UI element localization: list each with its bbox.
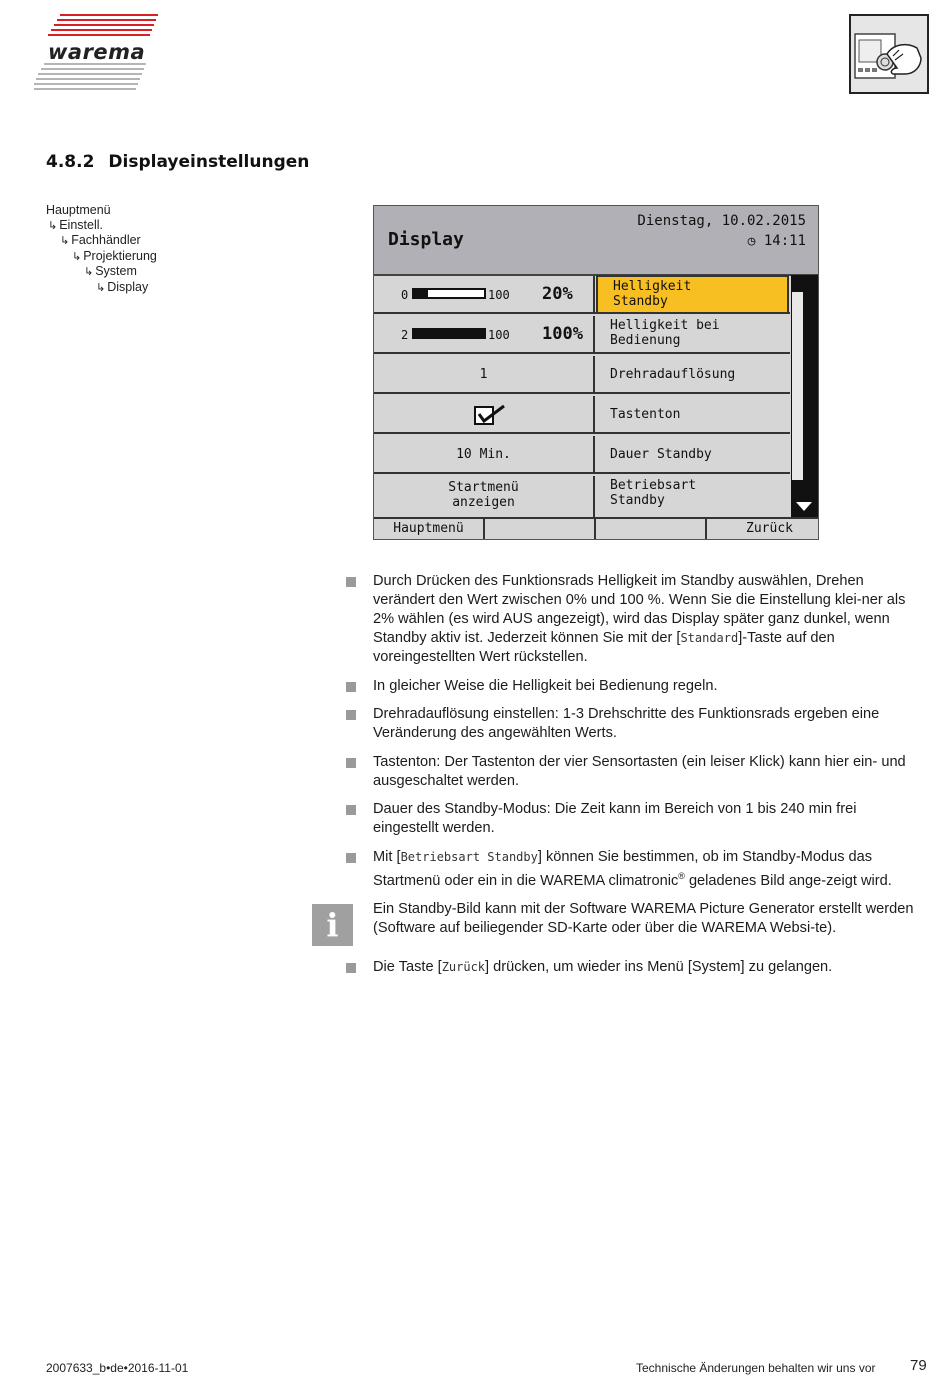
menu-path	[46, 203, 157, 295]
menu-path-item: ↳ System	[84, 264, 137, 278]
menu-row-dauer-standby[interactable]	[374, 436, 790, 474]
menu-label: Betriebsart Standby	[610, 478, 697, 508]
key-label: Betriebsart Standby	[400, 849, 538, 864]
logo-wordmark: warema	[48, 40, 146, 64]
value-cell	[374, 276, 595, 314]
brightness-bar-fill	[414, 290, 428, 297]
list-item: In gleicher Weise die Helligkeit bei Bedienung regeln.	[346, 677, 918, 696]
menu-row-tastenton[interactable]	[374, 396, 790, 434]
value-cell	[374, 396, 595, 434]
row-value: Startmenü anzeigen	[448, 480, 519, 510]
menu-row-betriebsart-standby[interactable]	[374, 476, 790, 517]
value-cell	[374, 356, 595, 394]
menu-label: Drehradauflösung	[610, 367, 736, 382]
brightness-bar-fill	[414, 330, 484, 337]
list-item: Dauer des Standby-Modus: Die Zeit kann im Bereich von 1 bis 240 min frei eingestellt werden.	[346, 800, 918, 838]
sub-arrow-icon: ↳	[60, 235, 70, 247]
display-header	[374, 206, 818, 276]
bar-min: 0	[401, 288, 409, 302]
empty-softkey[interactable]	[485, 519, 596, 539]
list-item: Mit [Betriebsart Standby] können Sie bestimmen, ob im Standby-Modus das Startmenü oder ein in die WAREMA climatronic® geladenes Bild ange-zeigt wird.	[346, 848, 918, 891]
menu-label: Tastenton	[610, 407, 681, 422]
bullet-square-icon	[346, 710, 356, 720]
warema-logo	[34, 12, 164, 94]
value-cell	[374, 316, 595, 354]
list-item: Tastenton: Der Tastenton der vier Sensortasten (ein leiser Klick) kann hier ein- und ausgeschaltet werden.	[346, 753, 918, 791]
sub-arrow-icon: ↳	[84, 266, 94, 278]
hauptmenue-button[interactable]: Hauptmenü	[374, 519, 485, 539]
scrollbar-thumb[interactable]	[792, 292, 803, 480]
sub-arrow-icon: ↳	[72, 250, 82, 263]
info-note: i Ein Standby-Bild kann mit der Software WAREMA Picture Generator erstellt werden (Software auf beiliegender SD-Karte oder über die WAREMA Websi-te).	[346, 900, 918, 938]
clock-icon: ◷	[747, 234, 756, 249]
control-unit-hand-icon	[849, 14, 929, 94]
brightness-bar	[412, 328, 486, 339]
value-cell	[374, 476, 595, 517]
menu-label: Dauer Standby	[610, 447, 712, 462]
list-item: Drehradauflösung einstellen: 1-3 Drehschritte des Funktionsrads ergeben eine Veränderung des angewählten Werts.	[346, 705, 918, 743]
checkbox-checked-icon[interactable]	[474, 404, 508, 426]
bullet-square-icon	[346, 963, 356, 973]
info-icon: i	[312, 904, 353, 946]
menu-path-item: Hauptmenü	[46, 203, 111, 217]
bullet-square-icon	[346, 577, 356, 587]
sub-arrow-icon: ↳	[48, 219, 58, 232]
section-number: 4.8.2	[46, 152, 95, 172]
menu-path-item: ↳ Einstell.	[48, 217, 103, 232]
brightness-percent: 100%	[542, 324, 583, 344]
bullet-square-icon	[346, 805, 356, 815]
empty-softkey[interactable]	[596, 519, 707, 539]
menu-row-helligkeit-standby[interactable]	[374, 276, 790, 314]
row-value: 1	[479, 367, 488, 382]
key-label: Zurück	[441, 959, 486, 974]
key-label: Standard	[680, 631, 739, 645]
menu-path-item: ↳ Display	[96, 279, 149, 294]
page-number: 79	[910, 1357, 927, 1374]
display-time: 14:11	[763, 233, 806, 249]
menu-row-drehradaufloesung[interactable]	[374, 356, 790, 394]
display-time-row	[748, 233, 806, 249]
brightness-percent: 20%	[542, 284, 573, 304]
bar-max: 100	[488, 328, 510, 342]
sub-arrow-icon: ↳	[96, 281, 106, 294]
menu-row-helligkeit-bedienung[interactable]	[374, 316, 790, 354]
bullet-square-icon	[346, 758, 356, 768]
bullet-square-icon	[346, 853, 356, 863]
bar-min: 2	[401, 328, 409, 342]
menu-path-item: ↳ Projektierung	[72, 248, 157, 263]
section-title: Displayeinstellungen	[108, 152, 310, 172]
list-item: Durch Drücken des Funktionsrads Helligkeit im Standby auswählen, Drehen verändert den Wert zwischen 0% und 100 %. Wenn Sie die Einstellung klei-ner als 2% wählen (es wird AUS angezeigt), wird das Display später ganz dunkel, wenn Standby aktiv ist. Jederzeit können Sie mit der [Standard]-Taste auf den voreingestellten Wert rückstellen.	[346, 572, 918, 667]
value-cell	[374, 436, 595, 474]
display-title: Display	[388, 229, 464, 250]
section-heading	[46, 152, 309, 172]
brightness-bar	[412, 288, 486, 299]
bullet-square-icon	[346, 682, 356, 692]
document-id: 2007633_b•de•2016-11-01	[46, 1361, 189, 1375]
list-item: Die Taste [Zurück] drücken, um wieder ins Menü [System] zu gelangen.	[346, 958, 918, 977]
zurueck-button[interactable]: Zurück	[746, 521, 793, 536]
menu-label: Helligkeit bei Bedienung	[610, 318, 720, 348]
menu-path-item: ↳ Fachhändler	[60, 233, 141, 247]
footer-notice: Technische Änderungen behalten wir uns vor	[636, 1361, 876, 1375]
display-screen	[373, 205, 819, 540]
menu-label-selected[interactable]: Helligkeit Standby	[596, 275, 789, 314]
display-date: Dienstag, 10.02.2015	[637, 213, 806, 229]
instruction-list	[326, 572, 918, 986]
scroll-down-icon[interactable]	[796, 502, 812, 511]
bar-max: 100	[488, 288, 510, 302]
row-value: 10 Min.	[456, 447, 511, 462]
display-footer	[374, 517, 818, 539]
